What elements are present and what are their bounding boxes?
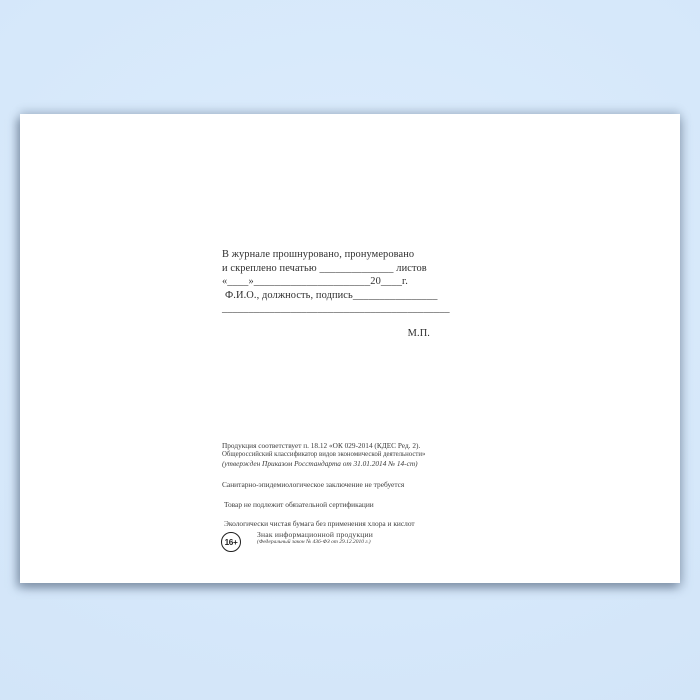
compliance-line-1: Продукция соответствует п. 18.12 «ОК 029-2014 (КДЕС Ред. 2). xyxy=(222,441,421,450)
seal-place-mark: М.П. xyxy=(407,327,430,339)
age-mark-row xyxy=(221,530,373,552)
note-sanitary-conclusion: Санитарно-эпидемиологическое заключение не требуется xyxy=(222,480,405,489)
journal-back-page xyxy=(20,114,680,583)
note-eco-paper: Экологически чистая бумага без применения хлора и кислот xyxy=(224,519,415,528)
lacing-line-4: Ф.И.О., должность, подпись________________ xyxy=(225,289,438,301)
compliance-line-2: Общероссийский классификатор видов экономической деятельности» xyxy=(222,451,426,458)
lacing-line-3: «____»______________________20____г. xyxy=(222,276,408,288)
lacing-certification-block xyxy=(222,248,450,341)
age-mark-text xyxy=(257,530,373,546)
age-mark-subtitle: (Федеральный закон № 436-ФЗ от 29.12.2010 г.) xyxy=(257,539,371,545)
note-no-certification: Товар не подлежит обязательной сертификации xyxy=(224,500,374,509)
age-mark-title: Знак информационной продукции xyxy=(257,530,374,539)
lacing-line-2: и скреплено печатью ______________ листов xyxy=(222,262,427,274)
lacing-line-1: В журнале прошнуровано, пронумеровано xyxy=(222,249,415,260)
age-16plus-badge-icon: 16+ xyxy=(221,532,241,552)
compliance-line-3: (утвержден Приказом Росстандарта от 31.01.2014 № 14-ст) xyxy=(222,459,418,468)
compliance-block xyxy=(222,441,462,468)
lacing-line-5: ___________________________________________ xyxy=(222,303,450,315)
